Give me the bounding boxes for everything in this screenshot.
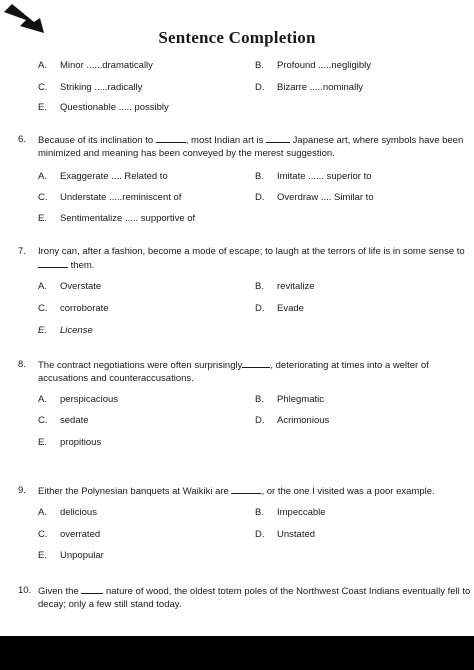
question-8-text: The contract negotiations were often surprisingly , deteriorating at times into a welter of accusations and counteraccusations. <box>38 360 429 384</box>
q7-option-b[interactable]: B. revitalize <box>255 281 315 292</box>
question-number: 8. <box>18 359 26 370</box>
q9-option-a[interactable]: A. delicious <box>38 507 97 518</box>
q7-option-a[interactable]: A. Overstate <box>38 281 102 292</box>
question-7-text: Irony can, after a fashion, become a mode of escape; to laugh at the terrors of life is in some sense to them. <box>38 246 465 271</box>
q8-option-a[interactable]: A. perspicacious <box>38 394 119 405</box>
question-10-text: Given the nature of wood, the oldest totem poles of the Northwest Coast Indians eventually fell to decay; only a few still stand today. <box>38 586 471 610</box>
q9-option-e[interactable]: E. Unpopular <box>38 550 104 561</box>
q7-option-d[interactable]: D. Evade <box>255 303 304 314</box>
question-number: 7. <box>18 246 26 257</box>
q5-option-a[interactable]: A. Minor ......dramatically <box>38 60 153 71</box>
q7-option-e[interactable]: E. License <box>38 325 93 336</box>
q9-option-b[interactable]: B. Impeccable <box>255 507 326 518</box>
q5-option-b[interactable]: B. Profound .....negligibly <box>255 60 372 71</box>
page-title: Sentence Completion <box>158 28 316 47</box>
question-number: 10. <box>18 585 32 596</box>
q9-option-d[interactable]: D. Unstated <box>255 529 316 540</box>
q6-option-b[interactable]: B. Imitate ...... superior to <box>255 171 372 182</box>
q5-option-d[interactable]: D. Bizarre .....nominally <box>255 82 364 93</box>
q8-option-d[interactable]: D. Acrimonious <box>255 415 330 426</box>
question-number: 6. <box>18 134 26 145</box>
q6-option-e[interactable]: E. Sentimentalize ..... supportive of <box>38 213 196 224</box>
bottom-black-bar <box>0 636 474 670</box>
q9-option-c[interactable]: C. overrated <box>38 529 101 540</box>
question-6-text: Because of its inclination to , most Indian art is Japanese art, where symbols have been minimized and meaning has been conveyed by the merest suggestion. <box>38 135 464 159</box>
question-number: 9. <box>18 485 26 496</box>
question-9-text: Either the Polynesian banquets at Waikiki are , or the one I visited was a poor example. <box>38 486 435 497</box>
q8-option-b[interactable]: B. Phlegmatic <box>255 394 324 405</box>
q5-option-e[interactable]: E. Questionable ..... possibly <box>38 102 169 113</box>
q8-option-c[interactable]: C. sedate <box>38 415 89 426</box>
q8-option-e[interactable]: E. propitious <box>38 437 102 448</box>
q6-option-d[interactable]: D. Overdraw .... Similar to <box>255 192 374 203</box>
q6-option-c[interactable]: C. Understate .....reminiscent of <box>38 192 182 203</box>
q6-option-a[interactable]: A. Exaggerate .... Related to <box>38 171 168 182</box>
q7-option-c[interactable]: C. corroborate <box>38 303 109 314</box>
q5-option-c[interactable]: C. Striking .....radically <box>38 82 143 93</box>
